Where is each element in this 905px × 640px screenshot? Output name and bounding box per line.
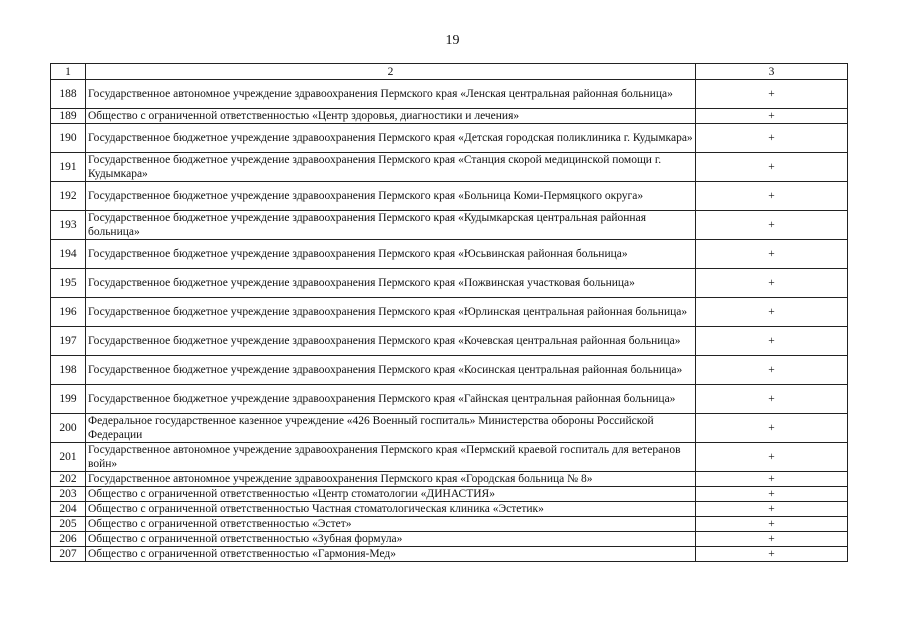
table-row xyxy=(51,240,848,269)
organization-name: Общество с ограниченной ответственностью «Центр здоровья, диагностики и лечения» xyxy=(86,109,696,124)
header-col-2: 2 xyxy=(86,64,696,80)
table-row xyxy=(51,517,848,532)
row-number: 202 xyxy=(51,472,86,487)
table-row xyxy=(51,443,848,472)
table-row xyxy=(51,327,848,356)
table-row xyxy=(51,298,848,327)
row-number: 189 xyxy=(51,109,86,124)
row-number: 206 xyxy=(51,532,86,547)
participation-mark: + xyxy=(696,80,848,109)
table-row xyxy=(51,153,848,182)
organization-name: Государственное автономное учреждение здравоохранения Пермского края «Ленская центральная районная больница» xyxy=(86,80,696,109)
table-row xyxy=(51,109,848,124)
participation-mark: + xyxy=(696,109,848,124)
participation-mark: + xyxy=(696,182,848,211)
organization-name: Государственное автономное учреждение здравоохранения Пермского края «Пермский краевой госпиталь для ветеранов войн» xyxy=(86,443,696,472)
table-row xyxy=(51,385,848,414)
participation-mark: + xyxy=(696,472,848,487)
organization-name: Государственное бюджетное учреждение здравоохранения Пермского края «Юрлинская центральная районная больница» xyxy=(86,298,696,327)
participation-mark: + xyxy=(696,298,848,327)
table-row xyxy=(51,547,848,562)
table-row xyxy=(51,532,848,547)
organization-name: Общество с ограниченной ответственностью «Эстет» xyxy=(86,517,696,532)
participation-mark: + xyxy=(696,502,848,517)
organization-name: Государственное бюджетное учреждение здравоохранения Пермского края «Юсьвинская районная больница» xyxy=(86,240,696,269)
participation-mark: + xyxy=(696,385,848,414)
row-number: 190 xyxy=(51,124,86,153)
participation-mark: + xyxy=(696,269,848,298)
registry-table xyxy=(50,63,848,562)
row-number: 192 xyxy=(51,182,86,211)
row-number: 196 xyxy=(51,298,86,327)
organization-name: Государственное бюджетное учреждение здравоохранения Пермского края «Кочевская центральная районная больница» xyxy=(86,327,696,356)
organization-name: Государственное бюджетное учреждение здравоохранения Пермского края «Гайнская центральная районная больница» xyxy=(86,385,696,414)
organization-name: Государственное бюджетное учреждение здравоохранения Пермского края «Пожвинская участковая больница» xyxy=(86,269,696,298)
participation-mark: + xyxy=(696,356,848,385)
row-number: 188 xyxy=(51,80,86,109)
organization-name: Федеральное государственное казенное учреждение «426 Военный госпиталь» Министерства обороны Российской Федерации xyxy=(86,414,696,443)
organization-name: Общество с ограниченной ответственностью «Гармония-Мед» xyxy=(86,547,696,562)
row-number: 197 xyxy=(51,327,86,356)
row-number: 207 xyxy=(51,547,86,562)
row-number: 198 xyxy=(51,356,86,385)
row-number: 193 xyxy=(51,211,86,240)
row-number: 191 xyxy=(51,153,86,182)
table-row xyxy=(51,414,848,443)
row-number: 194 xyxy=(51,240,86,269)
organization-name: Общество с ограниченной ответственностью «Зубная формула» xyxy=(86,532,696,547)
row-number: 205 xyxy=(51,517,86,532)
participation-mark: + xyxy=(696,443,848,472)
table-row xyxy=(51,472,848,487)
participation-mark: + xyxy=(696,124,848,153)
table-header-row xyxy=(51,64,848,80)
page-number: 19 xyxy=(445,33,460,48)
organization-name: Государственное бюджетное учреждение здравоохранения Пермского края «Кудымкарская центральная районная больница» xyxy=(86,211,696,240)
row-number: 203 xyxy=(51,487,86,502)
row-number: 201 xyxy=(51,443,86,472)
table-row xyxy=(51,487,848,502)
table-row xyxy=(51,211,848,240)
participation-mark: + xyxy=(696,517,848,532)
organization-name: Государственное автономное учреждение здравоохранения Пермского края «Городская больница № 8» xyxy=(86,472,696,487)
row-number: 195 xyxy=(51,269,86,298)
organization-name: Государственное бюджетное учреждение здравоохранения Пермского края «Детская городская поликлиника г. Кудымкара» xyxy=(86,124,696,153)
header-col-1: 1 xyxy=(51,64,86,80)
table-row xyxy=(51,182,848,211)
participation-mark: + xyxy=(696,211,848,240)
organization-name: Государственное бюджетное учреждение здравоохранения Пермского края «Станция скорой медицинской помощи г. Кудымкара» xyxy=(86,153,696,182)
organization-name: Общество с ограниченной ответственностью Частная стоматологическая клиника «Эстетик» xyxy=(86,502,696,517)
organization-name: Общество с ограниченной ответственностью «Центр стоматологии «ДИНАСТИЯ» xyxy=(86,487,696,502)
row-number: 200 xyxy=(51,414,86,443)
participation-mark: + xyxy=(696,547,848,562)
participation-mark: + xyxy=(696,153,848,182)
table-row xyxy=(51,269,848,298)
table-row xyxy=(51,356,848,385)
row-number: 204 xyxy=(51,502,86,517)
organization-name: Государственное бюджетное учреждение здравоохранения Пермского края «Косинская центральная районная больница» xyxy=(86,356,696,385)
participation-mark: + xyxy=(696,532,848,547)
participation-mark: + xyxy=(696,414,848,443)
table-row xyxy=(51,124,848,153)
organization-name: Государственное бюджетное учреждение здравоохранения Пермского края «Больница Коми-Пермяцкого округа» xyxy=(86,182,696,211)
participation-mark: + xyxy=(696,487,848,502)
row-number: 199 xyxy=(51,385,86,414)
participation-mark: + xyxy=(696,240,848,269)
header-col-3: 3 xyxy=(696,64,848,80)
table-row xyxy=(51,80,848,109)
participation-mark: + xyxy=(696,327,848,356)
table-row xyxy=(51,502,848,517)
